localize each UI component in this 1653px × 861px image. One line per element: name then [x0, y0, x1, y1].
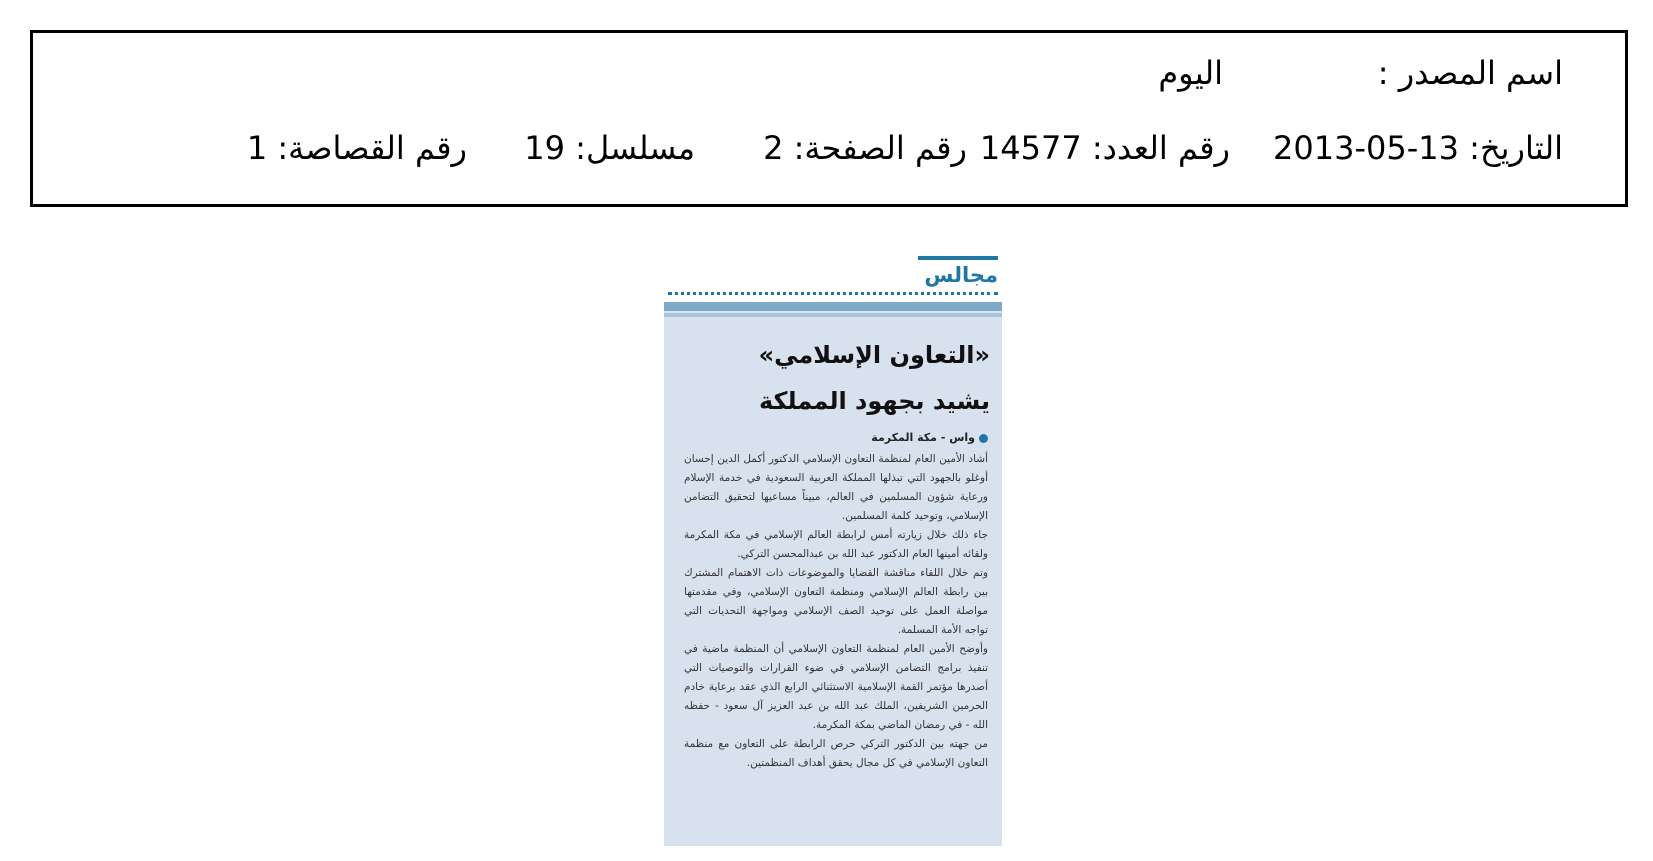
dateline-text: واس - مكة المكرمة	[871, 431, 975, 444]
header-band-thin	[664, 313, 1002, 317]
article-paragraph: وتم خلال اللقاء مناقشة القضايا والموضوعات ذات الاهتمام المشترك بين رابطة العالم الإسلامي ومنظمة التعاون الإسلامي، وفي مقدمتها مواصلة العمل على توحيد الصف الإسلامي ومواجهة التحديات التي تواجه الأمة المسلمة.	[684, 567, 988, 636]
article-paragraph: جاء ذلك خلال زيارته أمس لرابطة العالم الإسلامي في مكة المكرمة ولقائه أمينها العام الدكتور عبد الله بن عبدالمحسن التركي.	[684, 529, 988, 560]
article-paragraph: وأوضح الأمين العام لمنظمة التعاون الإسلامي أن المنظمة ماضية في تنفيذ برامج التضامن الإسلامي في ضوء القرارات والتوصيات التي أصدرها مؤتمر القمة الإسلامية الاستثنائي الرابع الذي عقد برعاية خادم الحرمين الشريفين، الملك عبد الله بن عبد العزيز آل سعود - حفظه الله - في رمضان الماضي بمكة المكرمة.	[684, 643, 988, 731]
clipping-article-box	[664, 302, 1002, 846]
serial-number-field: مسلسل: 19	[524, 129, 695, 167]
bullet-icon	[979, 434, 988, 443]
article-dateline	[871, 430, 988, 446]
article-body	[684, 450, 988, 773]
header-band	[664, 302, 1002, 311]
article-headline	[759, 332, 990, 424]
metadata-header-box	[30, 30, 1628, 207]
newspaper-clipping	[664, 240, 1002, 846]
section-label: مجالس	[924, 263, 998, 287]
headline-line-1: «التعاون الإسلامي»	[758, 341, 990, 369]
page-number-field: رقم الصفحة: 2	[763, 129, 967, 167]
dotted-divider	[668, 292, 998, 295]
article-paragraph: أشاد الأمين العام لمنظمة التعاون الإسلامي الدكتور أكمل الدين إحسان أوغلو بالجهود التي تبذلها المملكة العربية السعودية في خدمة الإسلام ورعاية شؤون المسلمين في العالم، مبيناً مساعيها لتحقيق التضامن الإسلامي، وتوحيد كلمة المسلمين.	[684, 453, 988, 522]
article-paragraph: من جهته بين الدكتور التركي حرص الرابطة على التعاون مع منظمة التعاون الإسلامي في كل مجال يحقق أهداف المنظمتين.	[684, 738, 988, 769]
clipping-section-header	[664, 240, 1002, 298]
issue-number-field: رقم العدد: 14577	[979, 129, 1230, 167]
source-value: اليوم	[1158, 54, 1223, 92]
clip-number-field: رقم القصاصة: 1	[246, 129, 467, 167]
headline-line-2: يشيد بجهود المملكة	[758, 387, 990, 415]
date-field: التاريخ: 13-05-2013	[1273, 129, 1563, 167]
source-label: اسم المصدر :	[1377, 54, 1563, 92]
